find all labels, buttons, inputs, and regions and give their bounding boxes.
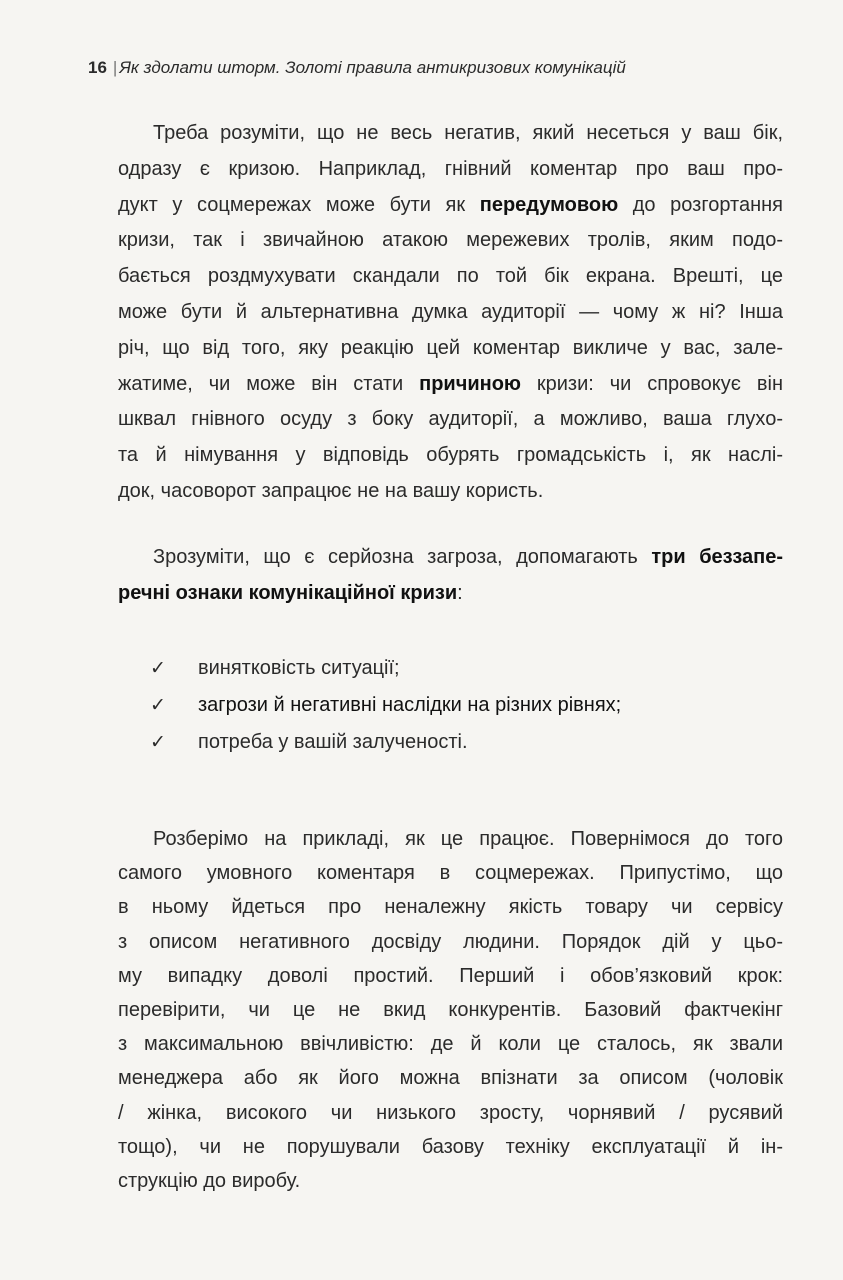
text-line	[118, 856, 783, 890]
text-segment: самого умовного коментаря в соцмережах. Припустімо, що	[118, 862, 783, 885]
bold-text: три беззапе-	[651, 546, 784, 568]
checkmark-icon: ✓	[150, 695, 166, 716]
text-segment: шквал гнівного осуду з боку аудиторії, а можливо, ваша глухо-	[118, 408, 783, 431]
text-segment: Треба розуміти, що не весь негатив, який несеться у ваш бік,	[153, 122, 783, 144]
text-line	[118, 1096, 783, 1130]
text-line	[118, 116, 783, 152]
checklist-item	[150, 687, 750, 724]
page-number: 16	[88, 58, 107, 77]
bold-text: передумовою	[479, 193, 619, 216]
book-title: Як здолати шторм. Золоті правила антикризових комунікацій	[119, 58, 626, 77]
text-line	[118, 438, 783, 474]
text-line	[118, 259, 783, 295]
text-segment: перевірити, чи це не вкид конкурентів. Базовий фактчекінг	[118, 998, 783, 1021]
text-segment: Зрозуміти, що є серйозна загроза, допомагають	[153, 546, 652, 568]
text-segment: менеджера або як його можна впізнати за описом (чоловік	[118, 1067, 783, 1090]
text-line	[118, 402, 783, 438]
text-segment: з максимальною ввічливістю: де й коли це сталось, як звали	[118, 1033, 783, 1056]
text-line	[118, 822, 783, 856]
text-segment: одразу є кризою. Наприклад, гнівний коментар про ваш про-	[118, 157, 783, 180]
text-segment: Розберімо на прикладі, як це працює. Повернімося до того	[153, 828, 783, 850]
text-line	[118, 1061, 783, 1095]
text-segment: док, часоворот запрацює не на вашу користь.	[118, 479, 544, 502]
text-segment: з описом негативного досвіду людини. Порядок дій у цьо-	[118, 930, 783, 953]
text-line	[118, 576, 783, 612]
text-line	[118, 993, 783, 1027]
paragraph-3	[118, 822, 783, 1198]
text-line	[118, 890, 783, 924]
checklist	[150, 650, 750, 761]
paragraph-2	[118, 540, 783, 612]
text-segment: жатиме, чи може він стати	[118, 372, 420, 395]
checkmark-icon: ✓	[150, 732, 166, 753]
text-segment: річ, що від того, яку реакцію цей коментар викличе у вас, зале-	[118, 336, 783, 359]
paragraph-1	[118, 116, 783, 510]
checklist-item-text: винятковість ситуації;	[198, 657, 400, 679]
text-line	[118, 1164, 783, 1198]
bold-text: причиною	[419, 372, 521, 395]
text-segment: кризи, так і звичайною атакою мережевих тролів, яким подо-	[118, 229, 783, 252]
text-segment: кризи: чи спровокує він	[520, 372, 783, 395]
text-segment: та й німування у відповідь обурять громадськість і, як наслі-	[118, 444, 783, 467]
text-segment: до розгортання	[618, 193, 783, 216]
checkmark-icon: ✓	[150, 658, 166, 679]
bold-text: речні ознаки комунікаційної кризи	[118, 581, 458, 604]
text-line	[118, 474, 783, 510]
text-segment: :	[457, 581, 463, 604]
text-line	[118, 959, 783, 993]
text-line	[118, 223, 783, 259]
text-line	[118, 331, 783, 367]
checklist-item	[150, 724, 750, 761]
checklist-item	[150, 650, 750, 687]
text-line	[118, 188, 783, 224]
text-line	[118, 152, 783, 188]
text-line	[118, 295, 783, 331]
text-segment: може бути й альтернативна думка аудиторії — чому ж ні? Інша	[118, 300, 783, 323]
text-segment: в ньому йдеться про неналежну якість товару чи сервісу	[118, 896, 783, 919]
text-segment: / жінка, високого чи низького зросту, чорнявий / русявий	[118, 1101, 783, 1124]
text-segment: му випадку доволі простий. Перший і обов’язковий крок:	[118, 964, 783, 987]
text-line	[118, 1130, 783, 1164]
running-header	[88, 58, 626, 78]
text-segment: дукт у соцмережах може бути як	[118, 193, 480, 216]
checklist-item-text: потреба у вашій залученості.	[198, 731, 468, 753]
text-line	[118, 1027, 783, 1061]
text-segment: тощо), чи не порушували базову техніку експлуатації й ін-	[118, 1135, 783, 1158]
text-segment: струкцію до виробу.	[118, 1169, 301, 1192]
text-line	[118, 540, 783, 576]
header-separator: |	[112, 58, 118, 77]
text-segment: бається роздмухувати скандали по той бік екрана. Врешті, це	[118, 265, 783, 288]
checklist-item-text: загрози й негативні наслідки на різних рівнях;	[198, 694, 622, 716]
text-line	[118, 367, 783, 403]
text-line	[118, 925, 783, 959]
